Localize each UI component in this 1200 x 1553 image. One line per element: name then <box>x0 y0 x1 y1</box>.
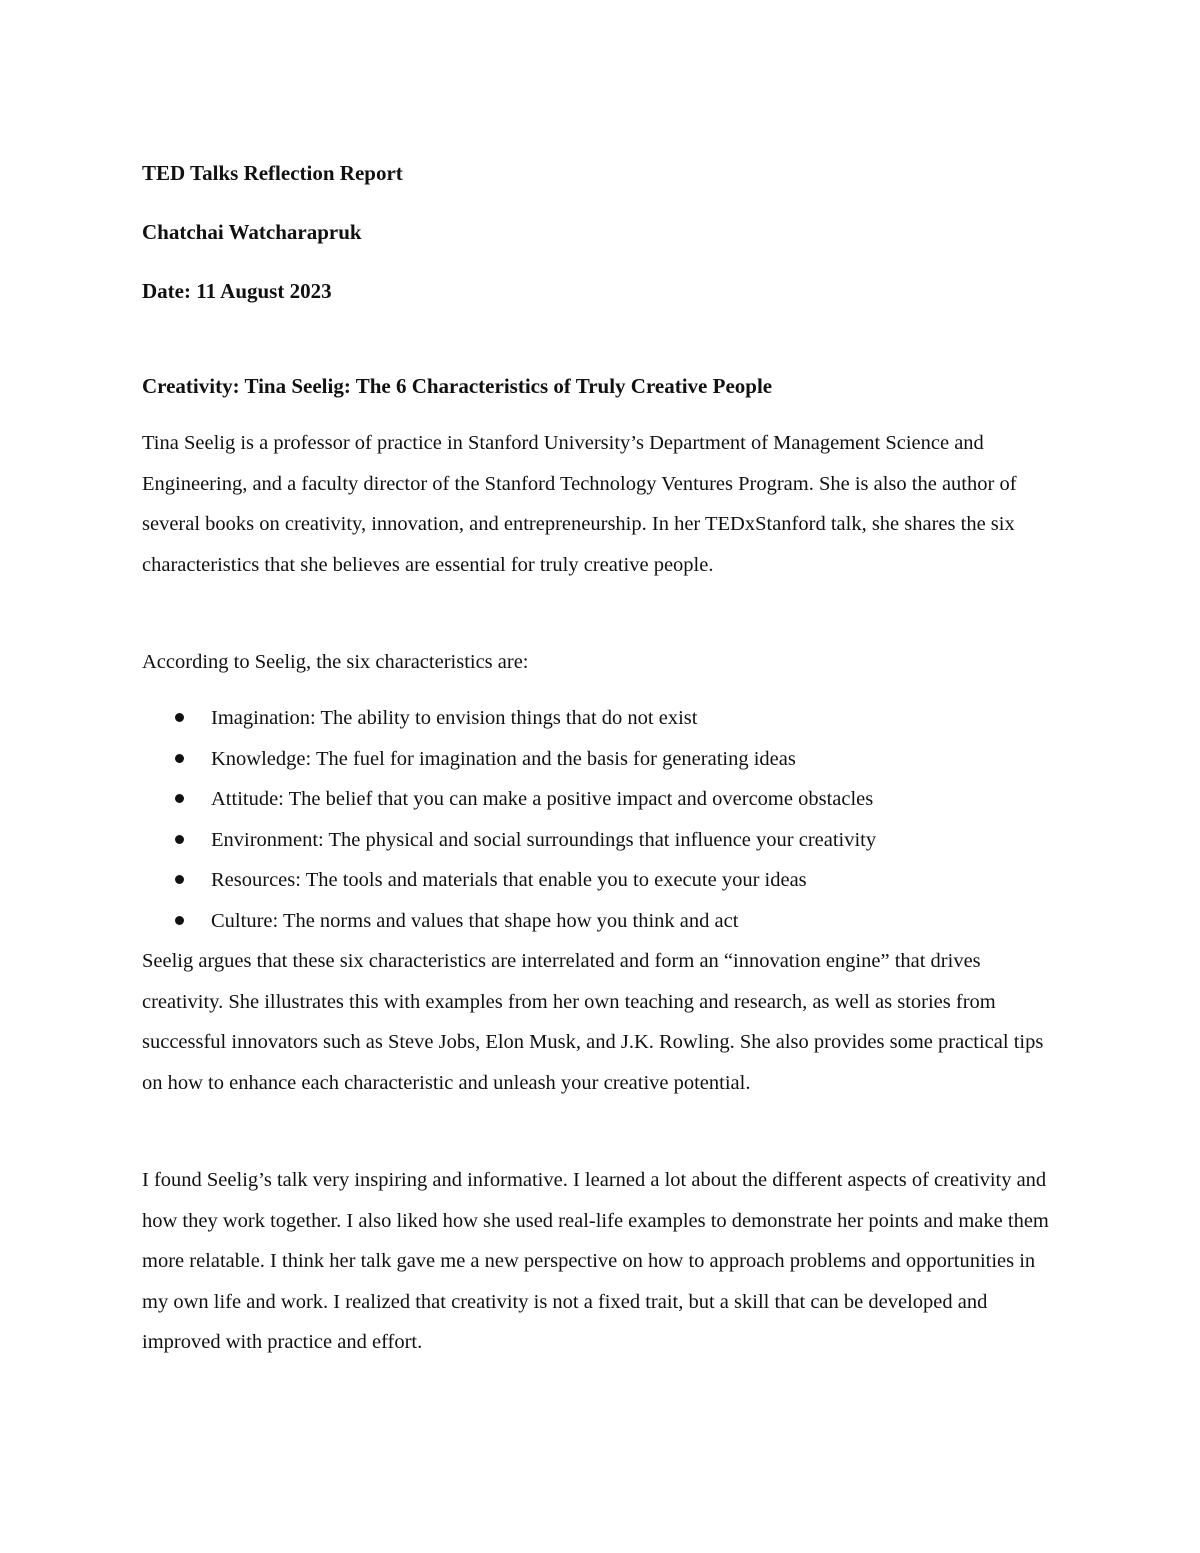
section-heading: Creativity: Tina Seelig: The 6 Characteristics of Truly Creative People <box>142 374 773 398</box>
list-item <box>142 698 1062 739</box>
list-item-text: Culture: The norms and values that shape how you think and act <box>211 909 739 932</box>
paragraph-reflection: I found Seelig’s talk very inspiring and informative. I learned a lot about the different aspects of creativity and how they work together. I also liked how she used real-life examples to demonstrate her points and make them more relatable. I think her talk gave me a new perspective on how to approach problems and opportunities in my own life and work. I realized that creativity is not a fixed trait, but a skill that can be developed and improved with practice and effort. <box>142 1169 1049 1354</box>
list-item <box>142 820 1062 861</box>
paragraph-intro: Tina Seelig is a professor of practice in Stanford University’s Department of Management Science and Engineering, and a faculty director of the Stanford Technology Ventures Program. She is also the author of several books on creativity, innovation, and entrepreneurship. In her TEDxStanford talk, she shares the six characteristics that she believes are essential for truly creative people. <box>142 432 1017 576</box>
list-item <box>142 860 1062 901</box>
author-name: Chatchai Watcharapruk <box>142 220 362 244</box>
list-item <box>142 901 1062 942</box>
bullet-icon <box>175 875 184 884</box>
bullet-icon <box>175 713 184 722</box>
bullet-icon <box>175 835 184 844</box>
document-date: Date: 11 August 2023 <box>142 279 332 303</box>
paragraph-argument: Seelig argues that these six characteristics are interrelated and form an “innovation engine” that drives creativity. She illustrates this with examples from her own teaching and research, as well as stories from successful innovators such as Steve Jobs, Elon Musk, and J.K. Rowling. She also provides some practical tips on how to enhance each characteristic and unleash your creative potential. <box>142 950 1044 1094</box>
bullet-icon <box>175 794 184 803</box>
list-item-text: Environment: The physical and social surroundings that influence your creativity <box>211 828 877 851</box>
list-item-text: Knowledge: The fuel for imagination and the basis for generating ideas <box>211 747 796 770</box>
list-item-text: Imagination: The ability to envision things that do not exist <box>211 707 698 729</box>
document-title: TED Talks Reflection Report <box>142 161 403 185</box>
list-item <box>142 779 1062 820</box>
characteristics-list <box>142 698 1062 942</box>
list-item <box>142 739 1062 780</box>
bullet-icon <box>175 754 184 763</box>
bullet-icon <box>175 916 184 925</box>
list-item-text: Attitude: The belief that you can make a positive impact and overcome obstacles <box>211 788 874 811</box>
list-item-text: Resources: The tools and materials that enable you to execute your ideas <box>211 869 807 892</box>
paragraph-list-intro: According to Seelig, the six characteristics are: <box>142 651 529 673</box>
